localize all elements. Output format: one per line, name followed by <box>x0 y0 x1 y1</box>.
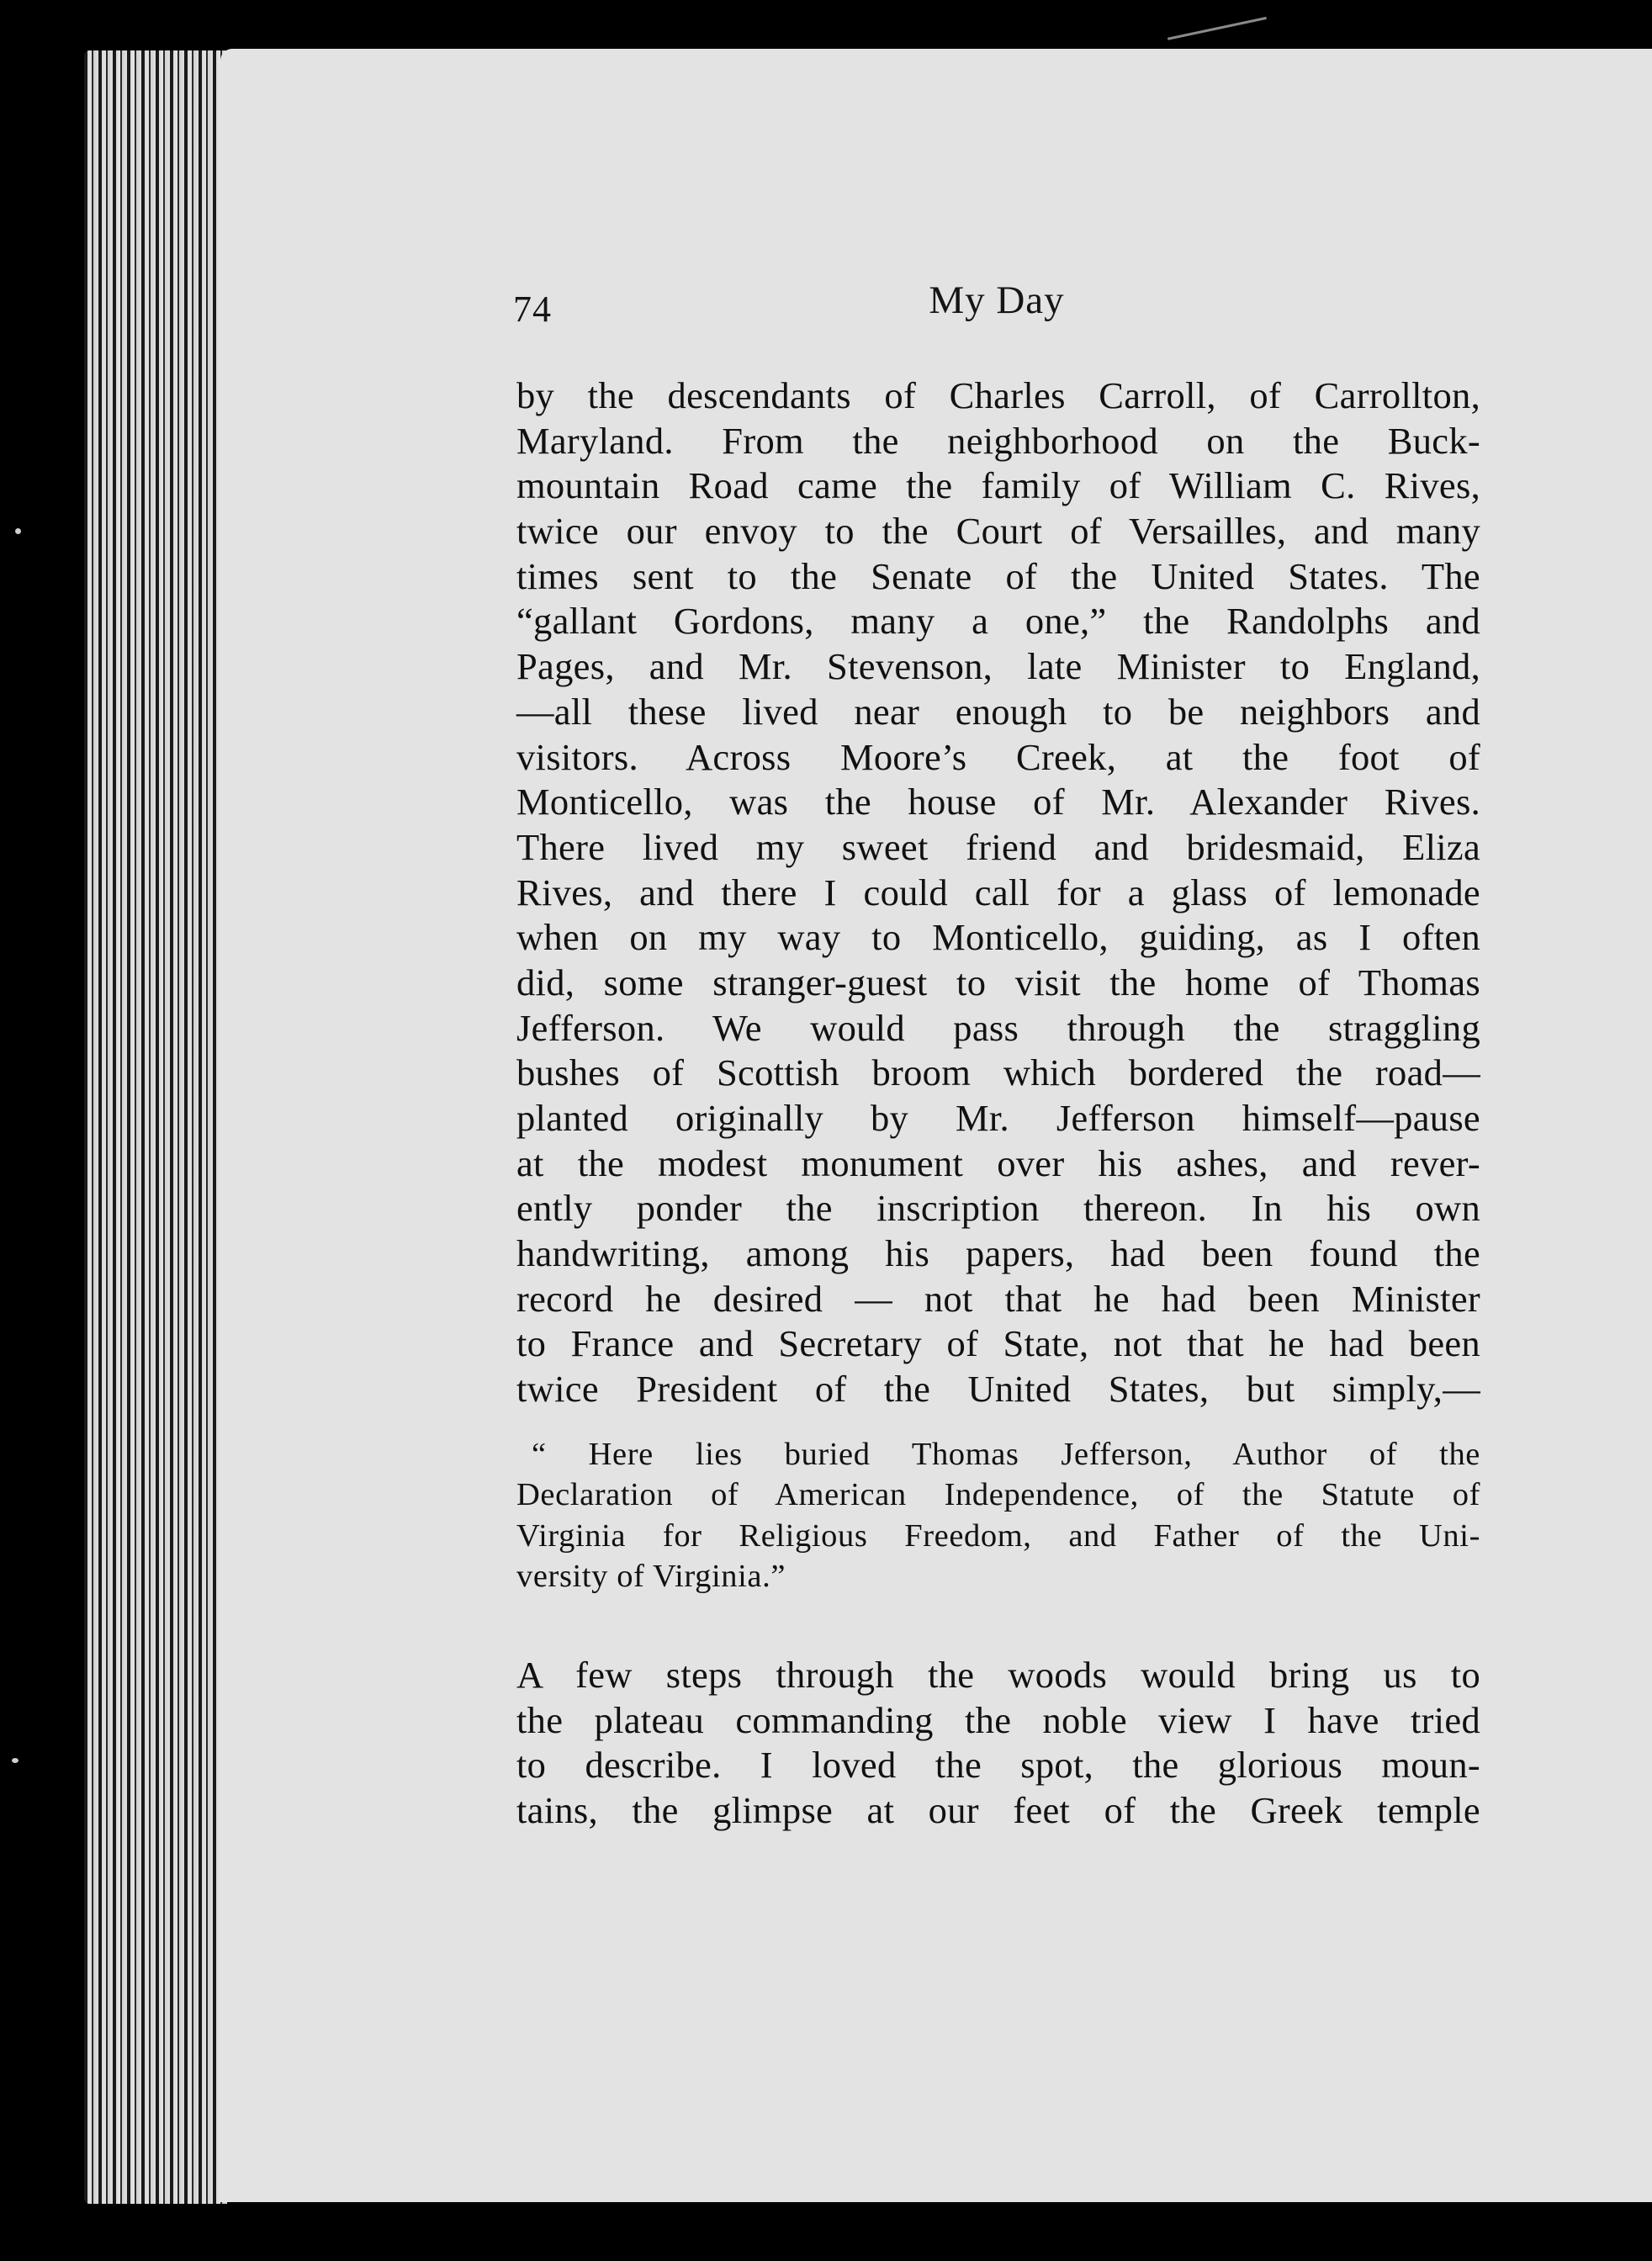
quote-line: Virginia for Religious Freedom, and Father of the Uni- <box>516 1517 1480 1554</box>
text-line: handwriting, among his papers, had been found the <box>516 1232 1480 1275</box>
text-line: “gallant Gordons, many a one,” the Randolphs and <box>516 600 1480 643</box>
text-line: to describe. I loved the spot, the glorious moun- <box>516 1744 1480 1787</box>
text-line: twice our envoy to the Court of Versailles, and many <box>516 510 1480 553</box>
text-line: when on my way to Monticello, guiding, as I often <box>516 916 1480 959</box>
quote-line: versity of Virginia.” <box>516 1559 786 1595</box>
block-quotation <box>516 1434 1480 1597</box>
text-line: twice President of the United States, but simply,— <box>516 1368 1480 1411</box>
text-line: Rives, and there I could call for a glass of lemonade <box>516 871 1480 913</box>
text-line: at the modest monument over his ashes, and rever- <box>516 1141 1480 1184</box>
body-text <box>516 373 1480 1834</box>
text-line: A few steps through the woods would bring us to <box>516 1653 1480 1696</box>
running-head: My Day <box>929 278 1065 322</box>
text-line: record he desired — not that he had been Minister <box>516 1277 1480 1320</box>
scan-speck <box>15 528 21 534</box>
text-line: Monticello, was the house of Mr. Alexander Rives. <box>516 781 1480 823</box>
paragraph <box>516 373 1480 1412</box>
text-line: There lived my sweet friend and bridesmaid, Eliza <box>516 825 1480 868</box>
text-line: the plateau commanding the noble view I have tried <box>516 1698 1480 1741</box>
text-line: Maryland. From the neighborhood on the Buck- <box>516 419 1480 462</box>
quote-line: “ Here lies buried Thomas Jefferson, Author of the <box>532 1436 1480 1472</box>
text-line: Pages, and Mr. Stevenson, late Minister to England, <box>516 645 1480 688</box>
text-line: did, some stranger-guest to visit the home of Thomas <box>516 961 1480 1003</box>
text-line: bushes of Scottish broom which bordered the road— <box>516 1051 1480 1094</box>
book-page-edges <box>84 50 227 2204</box>
text-line: tains, the glimpse at our feet of the Greek temple <box>516 1788 1480 1831</box>
text-line: ently ponder the inscription thereon. In his own <box>516 1187 1480 1230</box>
page-number: 74 <box>513 289 552 330</box>
text-line: to France and Secretary of State, not that he had been <box>516 1322 1480 1365</box>
text-line: planted originally by Mr. Jefferson himself—pause <box>516 1097 1480 1139</box>
page-header <box>513 278 1480 345</box>
scan-speck <box>12 1758 19 1763</box>
text-line: mountain Road came the family of William C. Rives, <box>516 464 1480 507</box>
text-line: by the descendants of Charles Carroll, of Carrollton, <box>516 374 1480 416</box>
text-line: visitors. Across Moore’s Creek, at the foot of <box>516 735 1480 778</box>
text-line: —all these lived near enough to be neighbors and <box>516 690 1480 733</box>
text-line: times sent to the Senate of the United States. The <box>516 554 1480 597</box>
quote-line: Declaration of American Independence, of the Statute of <box>516 1477 1480 1513</box>
text-line: Jefferson. We would pass through the straggling <box>516 1006 1480 1049</box>
paragraph <box>516 1653 1480 1834</box>
